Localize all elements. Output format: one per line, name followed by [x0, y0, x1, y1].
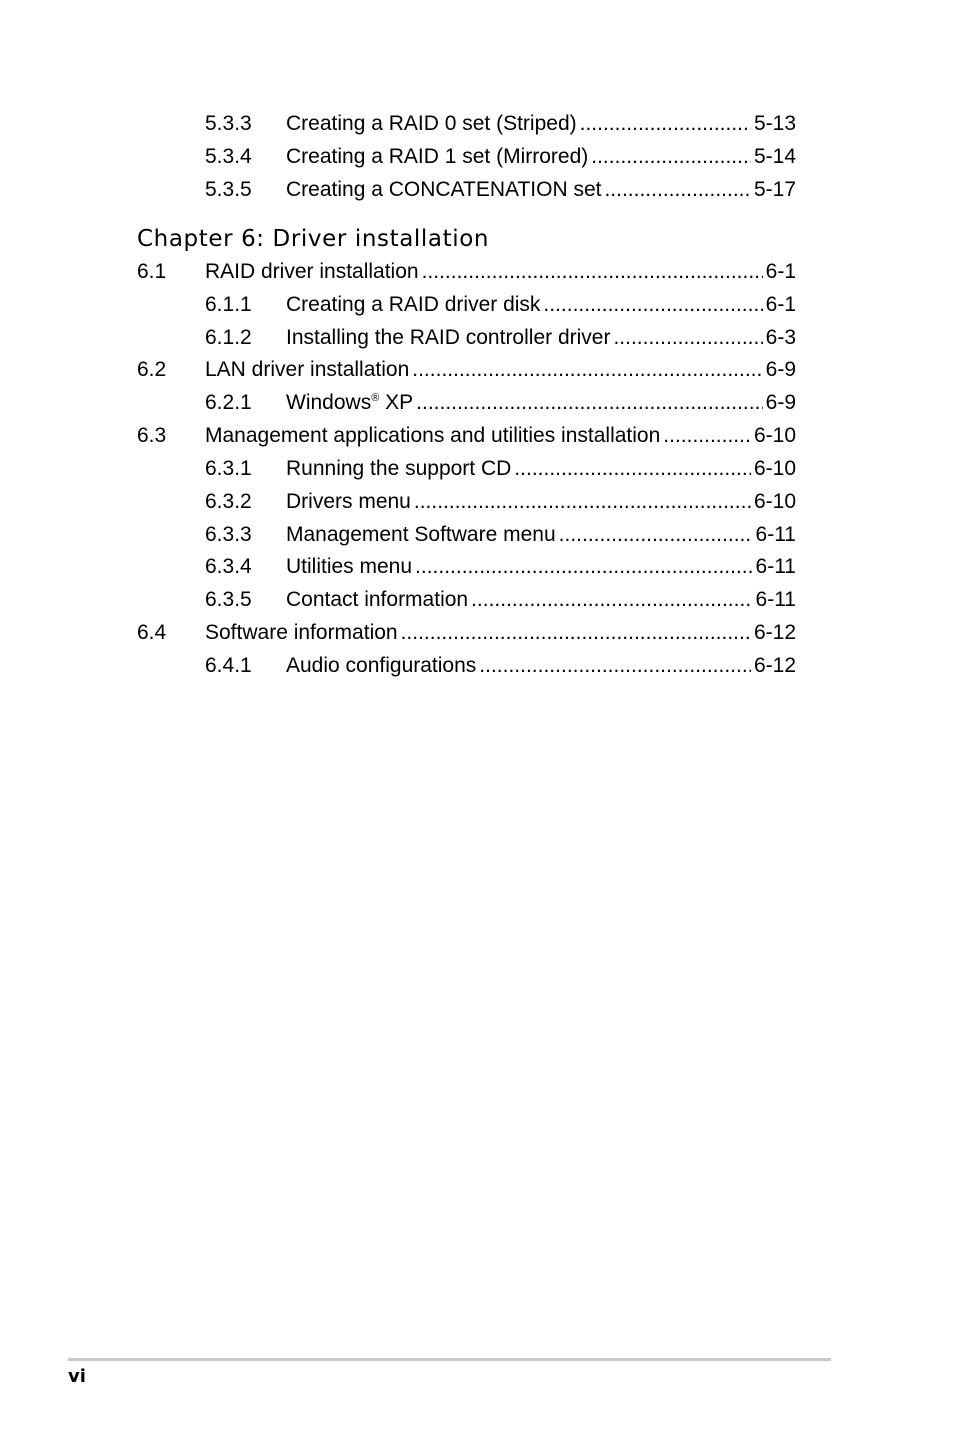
toc-entry-title-main: Windows — [286, 391, 372, 414]
toc-entry-6-1-2 — [205, 323, 796, 353]
toc-entry-number: 6.1.1 — [205, 293, 252, 316]
toc-entry-title: Management Software menu — [286, 523, 556, 546]
toc-dot-leader — [591, 142, 751, 172]
toc-entry-5-3-3 — [205, 109, 796, 139]
toc-dot-leader — [613, 323, 762, 353]
page-number: vi — [68, 1366, 86, 1387]
toc-dot-leader — [415, 552, 752, 582]
toc-entry-number: 6.2.1 — [205, 391, 252, 414]
toc-entry-6-2 — [137, 355, 796, 385]
chapter-heading: Chapter 6: Driver installation — [137, 226, 490, 252]
toc-entry-6-4 — [137, 618, 796, 648]
toc-entry-number: 6.4.1 — [205, 654, 252, 677]
toc-entry-page: 6-11 — [755, 523, 796, 546]
toc-entry-title — [286, 388, 413, 418]
toc-entry-6-3-4 — [205, 552, 796, 582]
toc-entry-number: 6.3 — [137, 424, 167, 447]
toc-entry-page: 6-12 — [753, 621, 796, 644]
toc-entry-page: 6-10 — [753, 490, 796, 513]
toc-dot-leader — [416, 388, 762, 418]
toc-entry-title: Software information — [205, 621, 398, 644]
toc-dot-leader — [543, 290, 762, 320]
toc-dot-leader — [414, 487, 751, 517]
toc-entry-page: 6-10 — [753, 424, 796, 447]
toc-entry-title-suffix: XP — [379, 391, 414, 414]
toc-entry-page: 5-14 — [753, 145, 796, 168]
toc-dot-leader — [514, 454, 751, 484]
toc-entry-6-3-2 — [205, 487, 796, 517]
toc-entry-title: Audio configurations — [286, 654, 477, 677]
toc-entry-number: 6.3.3 — [205, 523, 252, 546]
footer-divider — [68, 1358, 831, 1361]
toc-entry-title: Drivers menu — [286, 490, 411, 513]
toc-dot-leader — [559, 520, 753, 550]
toc-dot-leader — [663, 421, 751, 451]
toc-entry-title: Running the support CD — [286, 457, 512, 480]
toc-entry-title: Management applications and utilities installation — [205, 424, 661, 447]
toc-entry-number: 6.1 — [137, 260, 167, 283]
toc-entry-6-1 — [137, 257, 796, 287]
toc-entry-number: 6.3.4 — [205, 555, 252, 578]
toc-entry-number: 6.3.2 — [205, 490, 252, 513]
toc-entry-6-3-5 — [205, 585, 796, 615]
toc-entry-page: 6-1 — [765, 293, 796, 316]
toc-dot-leader — [471, 585, 752, 615]
toc-entry-number: 6.4 — [137, 621, 167, 644]
toc-entry-page: 6-10 — [753, 457, 796, 480]
toc-entry-title: Creating a CONCATENATION set — [286, 178, 602, 201]
toc-entry-6-1-1 — [205, 290, 796, 320]
toc-dot-leader — [412, 355, 762, 385]
toc-entry-6-4-1 — [205, 651, 796, 681]
toc-entry-6-3-1 — [205, 454, 796, 484]
toc-entry-6-3-3 — [205, 520, 796, 550]
toc-entry-page: 6-11 — [755, 555, 796, 578]
toc-entry-title: LAN driver installation — [205, 358, 410, 381]
toc-entry-page: 6-1 — [765, 260, 796, 283]
toc-entry-title: RAID driver installation — [205, 260, 419, 283]
toc-entry-page: 5-17 — [753, 178, 796, 201]
toc-entry-page: 6-9 — [765, 358, 796, 381]
toc-dot-leader — [479, 651, 751, 681]
toc-entry-6-3 — [137, 421, 796, 451]
toc-entry-5-3-5 — [205, 175, 796, 205]
toc-entry-number: 6.3.1 — [205, 457, 252, 480]
toc-entry-number: 6.3.5 — [205, 588, 252, 611]
toc-entry-title: Utilities menu — [286, 555, 413, 578]
toc-entry-title: Creating a RAID 0 set (Striped) — [286, 112, 577, 135]
toc-entry-page: 6-9 — [765, 391, 796, 414]
toc-entry-title: Contact information — [286, 588, 469, 611]
toc-dot-leader — [422, 257, 763, 287]
toc-entry-number: 5.3.5 — [205, 178, 252, 201]
toc-entry-page: 6-12 — [753, 654, 796, 677]
toc-entry-6-2-1 — [205, 388, 796, 418]
toc-entry-title: Creating a RAID 1 set (Mirrored) — [286, 145, 589, 168]
toc-entry-title: Creating a RAID driver disk — [286, 293, 541, 316]
toc-dot-leader — [604, 175, 751, 205]
toc-entry-5-3-4 — [205, 142, 796, 172]
registered-mark: ® — [371, 392, 380, 404]
toc-entry-number: 5.3.4 — [205, 145, 252, 168]
toc-entry-page: 6-11 — [755, 588, 796, 611]
toc-entry-title: Installing the RAID controller driver — [286, 326, 611, 349]
toc-dot-leader — [401, 618, 751, 648]
toc-entry-number: 6.1.2 — [205, 326, 252, 349]
toc-entry-number: 6.2 — [137, 358, 167, 381]
toc-entry-page: 6-3 — [765, 326, 796, 349]
toc-entry-page: 5-13 — [753, 112, 796, 135]
toc-entry-number: 5.3.3 — [205, 112, 252, 135]
toc-dot-leader — [580, 109, 751, 139]
